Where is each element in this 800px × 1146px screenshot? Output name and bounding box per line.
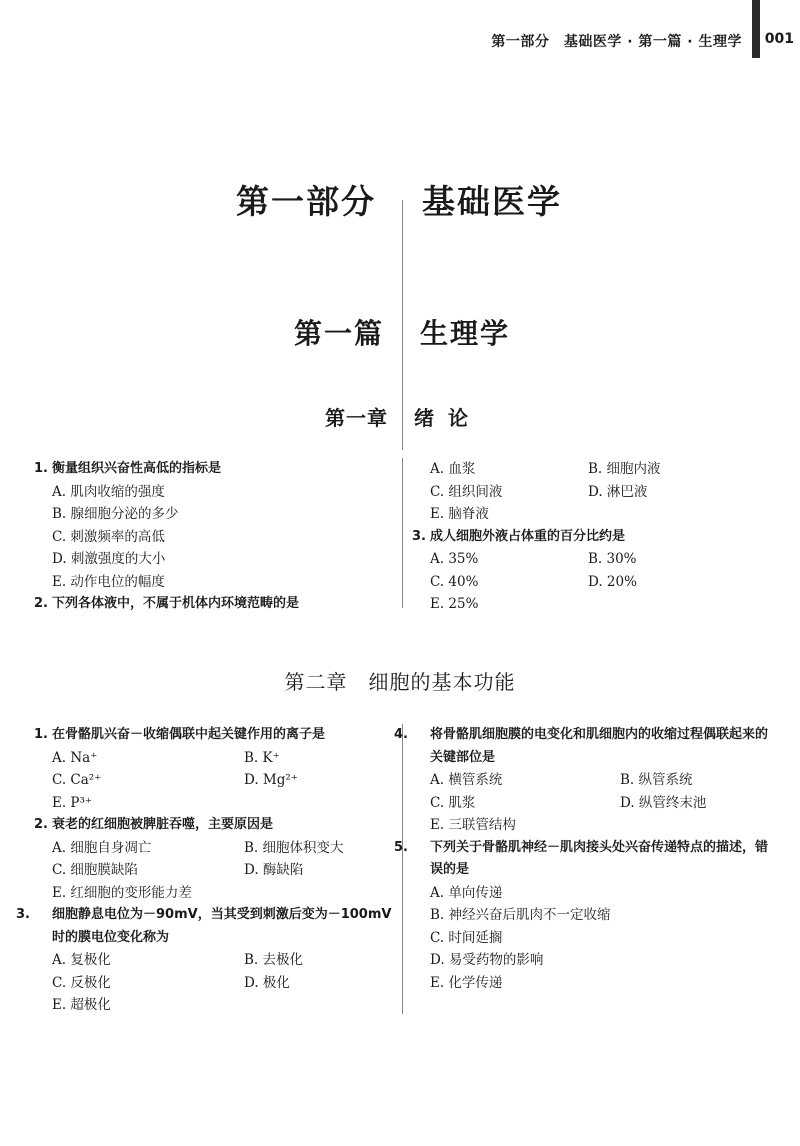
option: C. 组织间液 (430, 483, 503, 500)
question: 2. 衰老的红细胞被脾脏吞噬，主要原因是 (34, 817, 274, 832)
book-title-left: 第一篇 (293, 317, 384, 350)
option: C. 反极化 (52, 974, 111, 991)
chapter1-column-divider (402, 458, 403, 608)
option: B. 细胞体积变大 (244, 839, 344, 856)
option: E. 脑脊液 (430, 506, 489, 522)
option: E. 红细胞的变形能力差 (52, 884, 192, 901)
header-bar (752, 0, 760, 58)
part-title-right: 基础医学 (422, 182, 562, 221)
center-divider (402, 200, 403, 450)
option: A. 肌肉收缩的强度 (52, 483, 165, 500)
option: D. Mg²⁺ (244, 772, 298, 788)
question: 1. 在骨骼肌兴奋－收缩偶联中起关键作用的离子是 (34, 727, 326, 742)
chapter2-left-column (16, 724, 396, 1017)
option: A. 横管系统 (430, 772, 503, 788)
option: E. 25% (430, 596, 479, 612)
option: B. 纵管系统 (620, 772, 693, 788)
question: 3. 细胞静息电位为－90mV，当其受到刺激后变为－100mV时的膜电位变化称为 (16, 907, 392, 945)
option: C. 40% (430, 573, 479, 590)
option: C. Ca²⁺ (52, 772, 102, 788)
page-number: 001 (764, 31, 794, 47)
option: A. 复极化 (52, 952, 111, 968)
option: E. 三联管结构 (430, 817, 516, 833)
chapter2-column-divider (402, 724, 403, 1014)
chapter1-title: 绪论 (414, 406, 482, 430)
part-title-left: 第一部分 (236, 182, 376, 221)
chapter2-right-column (394, 724, 774, 994)
option: C. 时间延搁 (430, 929, 503, 946)
option: B. 腺细胞分泌的多少 (52, 506, 179, 522)
option: D. 易受药物的影响 (430, 952, 544, 968)
option: B. 去极化 (244, 952, 304, 968)
option: A. 35% (430, 551, 479, 567)
chapter2-title: 第二章 细胞的基本功能 (284, 670, 516, 694)
chapter1-left-column (34, 458, 394, 616)
option: A. 血浆 (430, 461, 476, 477)
option: D. 淋巴液 (588, 483, 648, 500)
question: 5. 下列关于骨骼肌神经－肌肉接头处兴奋传递特点的描述，错误的是 (394, 839, 769, 877)
option: E. P³⁺ (52, 794, 93, 811)
option: A. Na⁺ (52, 749, 98, 766)
option: C. 细胞膜缺陷 (52, 862, 138, 878)
chapter1-right-column (412, 458, 782, 616)
option: E. 化学传递 (430, 974, 503, 991)
option: D. 酶缺陷 (244, 862, 304, 878)
option: C. 刺激频率的高低 (52, 528, 165, 545)
question: 3. 成人细胞外液占体重的百分比约是 (412, 528, 626, 544)
option: D. 刺激强度的大小 (52, 551, 166, 567)
option: B. 细胞内液 (588, 461, 661, 477)
option: D. 极化 (244, 974, 290, 991)
option: E. 超极化 (52, 997, 111, 1013)
option: B. K⁺ (244, 749, 280, 766)
option: D. 20% (588, 573, 637, 590)
chapter1-label: 第一章 (325, 406, 388, 430)
book-title-right: 生理学 (420, 317, 511, 350)
running-header: 第一部分 基础医学 · 第一篇 · 生理学 (491, 34, 742, 50)
option: E. 动作电位的幅度 (52, 573, 165, 590)
question: 1. 衡量组织兴奋性高低的指标是 (34, 461, 222, 476)
option: A. 单向传递 (430, 884, 503, 901)
option: D. 纵管终末池 (620, 794, 707, 811)
part-title (0, 176, 800, 226)
option: C. 肌浆 (430, 794, 476, 811)
page-header (0, 28, 800, 58)
option: A. 细胞自身凋亡 (52, 839, 152, 856)
option: B. 30% (588, 551, 637, 567)
question: 4. 将骨骼肌细胞膜的电变化和肌细胞内的收缩过程偶联起来的关键部位是 (394, 727, 769, 765)
question: 2. 下列各体液中，不属于机体内环境范畴的是 (34, 596, 300, 611)
option: B. 神经兴奋后肌肉不一定收缩 (430, 907, 611, 923)
